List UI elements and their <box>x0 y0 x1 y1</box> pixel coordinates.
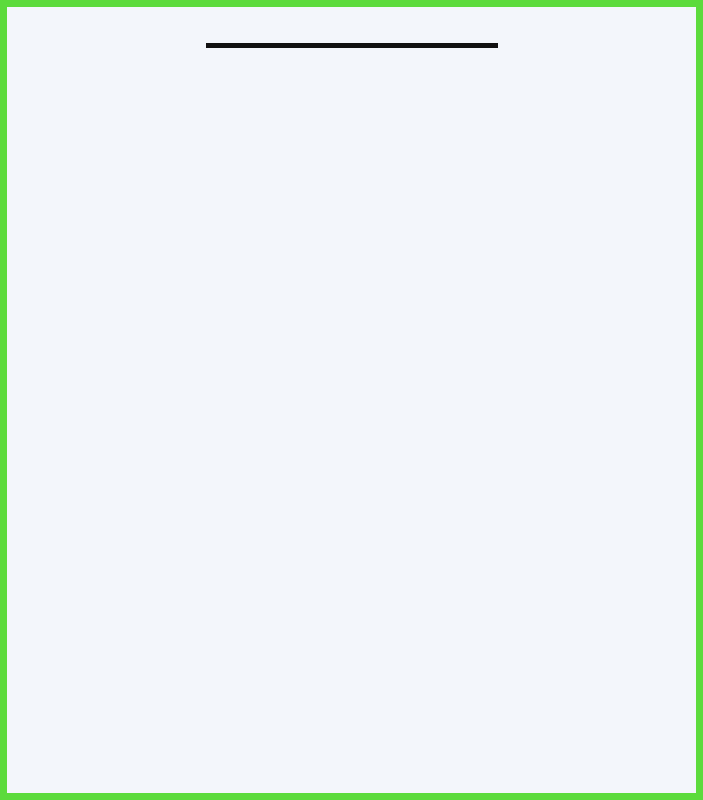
title-underline <box>206 43 498 48</box>
page-header <box>7 7 696 48</box>
size-chart-page <box>7 7 696 793</box>
